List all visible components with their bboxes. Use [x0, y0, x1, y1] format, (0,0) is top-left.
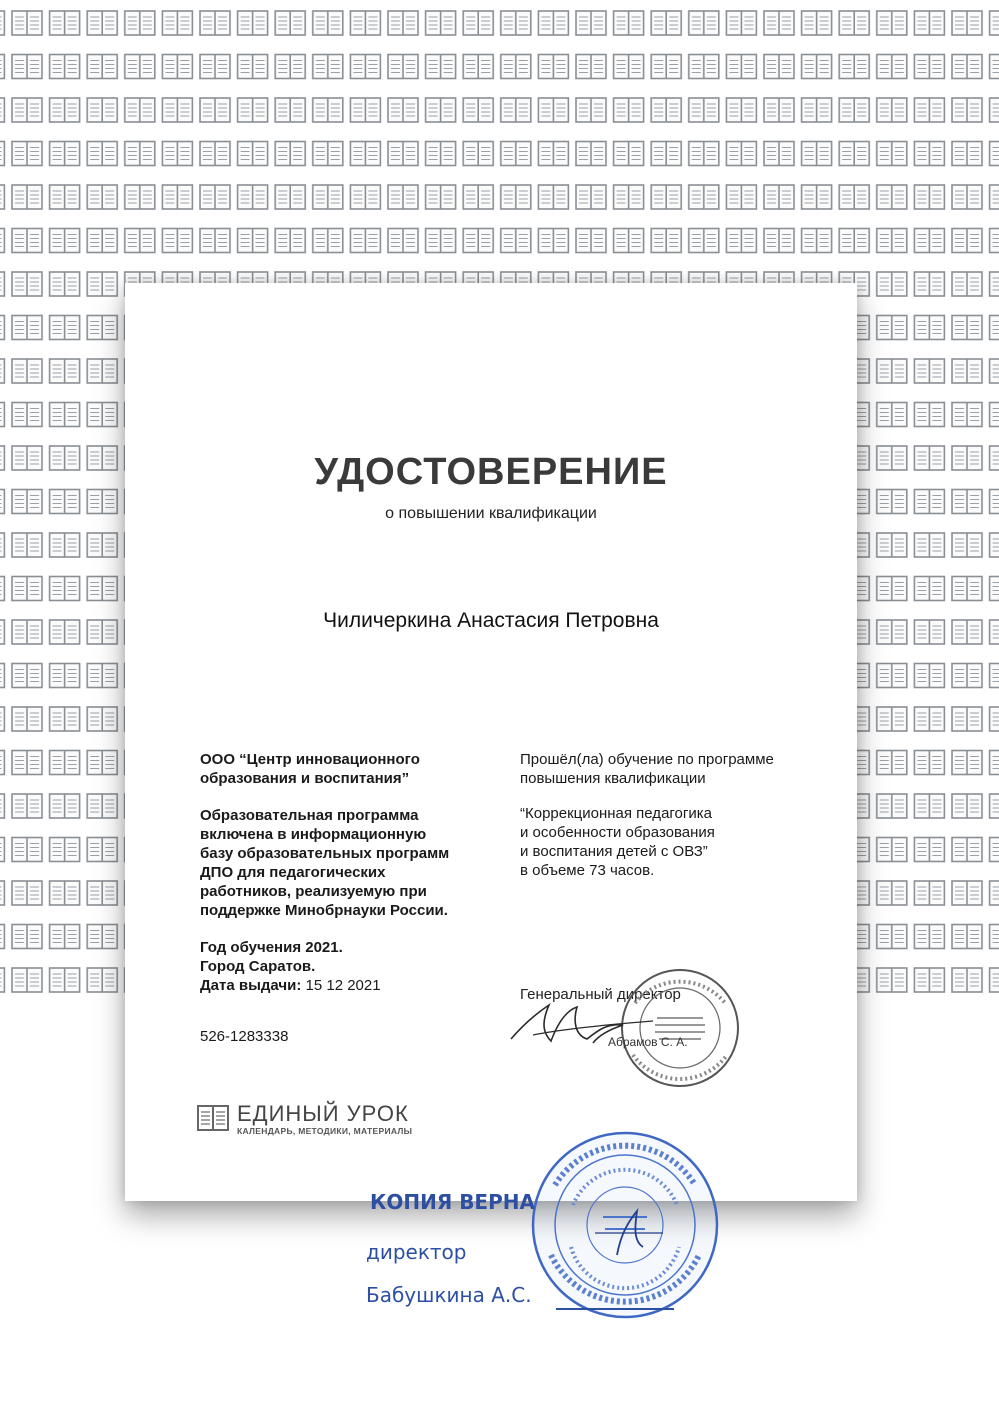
study-year: Год обучения 2021. [200, 939, 343, 956]
organization-name [200, 750, 500, 788]
program-note-line: включена в информационную [200, 826, 427, 843]
study-city: Город Саратов. [200, 958, 316, 975]
program-note-line: поддержке Минобрнауки России. [200, 902, 448, 919]
logo [197, 1101, 457, 1141]
training-statement [520, 750, 820, 788]
copy-verified-stamp: КОПИЯ ВЕРНА [370, 1190, 535, 1214]
issue-date: 15 12 2021 [305, 977, 381, 994]
registration-number: 526-1283338 [200, 1028, 289, 1045]
book-icon [197, 1105, 229, 1131]
training-line: Прошёл(ла) обучение по программе [520, 751, 774, 768]
recipient-name: Чиличеркина Анастасия Петровна [323, 609, 659, 632]
organization-line: образования и воспитания” [200, 770, 410, 787]
training-line: повышения квалификации [520, 770, 706, 787]
program-note [200, 806, 500, 920]
program-title [520, 804, 820, 880]
program-line: “Коррекционная педагогика [520, 805, 712, 822]
issue-date-row [200, 976, 500, 995]
signature-line [556, 1308, 674, 1310]
program-note-line: Образовательная программа [200, 807, 419, 824]
program-line: и воспитания детей с ОВЗ” [520, 843, 708, 860]
logo-tagline: КАЛЕНДАРЬ, МЕТОДИКИ, МАТЕРИАЛЫ [237, 1126, 413, 1136]
logo-name: ЕДИНЫЙ УРОК [237, 1101, 409, 1126]
signer-title: Генеральный директор [520, 986, 681, 1003]
certificate-title: УДОСТОВЕРЕНИЕ [314, 451, 668, 493]
department-seal [525, 1125, 725, 1325]
program-line: в объеме 73 часов. [520, 862, 655, 879]
program-line: и особенности образования [520, 824, 715, 841]
certifier-name: Бабушкина А.С. [366, 1283, 532, 1307]
certificate-sheet [125, 283, 857, 1201]
program-note-line: работников, реализуемую при [200, 883, 427, 900]
right-column [520, 750, 820, 896]
certifier-position: директор [366, 1240, 467, 1264]
issue-date-label: Дата выдачи: [200, 977, 302, 994]
program-note-line: базу образовательных программ [200, 845, 450, 862]
study-details [200, 938, 500, 995]
program-note-line: ДПО для педагогических [200, 864, 386, 881]
certificate-subtitle: о повышении квалификации [385, 505, 597, 522]
organization-line: ООО “Центр инновационного [200, 751, 420, 768]
left-column [200, 750, 500, 1013]
signer-name: Абрамов С. А. [608, 1035, 688, 1049]
